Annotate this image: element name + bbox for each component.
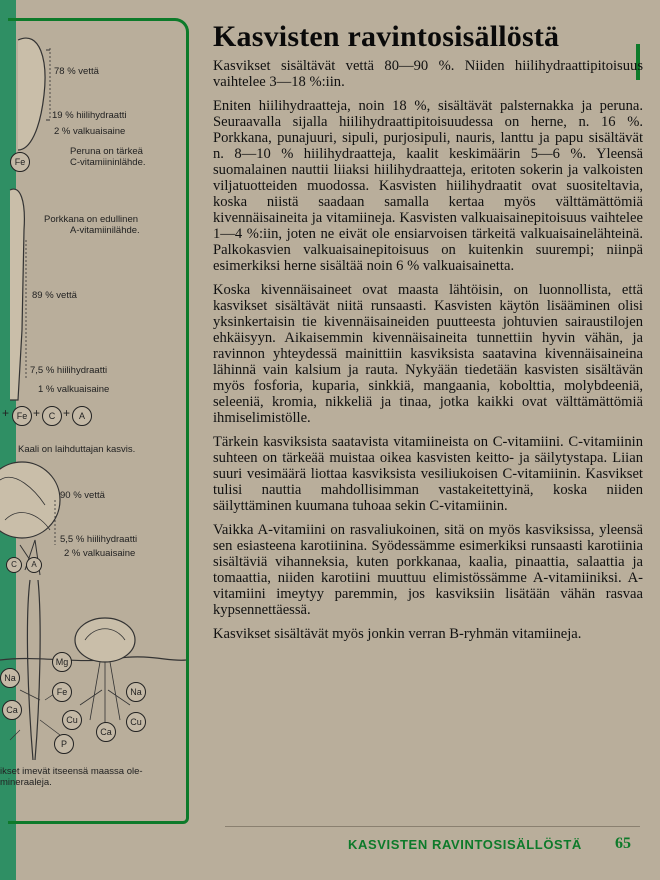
iron-circle: Fe [12, 406, 32, 426]
page-number: 65 [615, 835, 631, 852]
paragraph: Tärkein kasviksista saatavista vitamiineista on C-vitamiini. C-vitamiinin suhteen on tärkeää muistaa oikea kasvisten keitto- ja säilytystapa. Liian suuri vesimäärä liottaa kasviksista vesiliukoisen C-vitamiinin. Kasvikset tulisi nauttia mahdollisimman vastakeitettyinä, koska niiden säilyttäminen kuumana tuhoaa sekin C-vitamiinin. [213, 434, 643, 514]
mineral-circle-ca: Ca [96, 722, 116, 742]
vitamin-c-circle: C [6, 557, 22, 573]
potato-note-line1: Peruna on tärkeä [70, 146, 143, 157]
page-title: Kasvisten ravintosisällöstä [213, 20, 560, 53]
paragraph: Eniten hiilihydraatteja, noin 18 %, sisältävät palsternakka ja peruna. Seuraavalla sijalla hiilihydraattipitoisuudessa on herne, n. 16 %. Porkkana, punajuuri, sipuli, purjosipuli, nauris, lanttu ja papu sisältävät n. 8—10 % hiilihydraatteja, kaalit keskimäärin 5—6 %. Yleensä suomalainen nauttii liiaksi hiilihydraatteja, eritoten sokerin ja valkoisten viljatuotteiden muodossa. Kasvisten hiilihydraatit ovat suositeltavia, koska niistä saadaan samalla kertaa myös välttämättömiä kivennäisaineita ja vitamiineja. Kasvisten valkuaisainepitoisuus vaihtelee 1—4 %:iin, joten ne eivät ole ensiarvoisen tärkeitä valkuaisainelähteinä. Palkokasvien valkuaisainepitoisuus on kuitenkin suurempi; niinpä esimerkiksi herne sisältää noin 6 % valkuaisainetta. [213, 98, 643, 274]
mineral-circle-p: P [54, 734, 74, 754]
potato-water-label: 78 % vettä [54, 66, 99, 77]
cabbage-note: Kaali on laihduttajan kasvis. [18, 444, 136, 455]
carrot-water-label: 89 % vettä [32, 290, 77, 301]
article-body [213, 58, 643, 650]
plus-sign: + [33, 406, 41, 420]
plus-sign: + [2, 406, 10, 420]
mineral-circle-na: Na [0, 668, 20, 688]
mineral-circle-na: Na [126, 682, 146, 702]
carrot-protein-label: 1 % valkuaisaine [38, 384, 110, 395]
potato-note-line2: C-vitamiininlähde. [70, 157, 146, 168]
mineral-circle-ca: Ca [2, 700, 22, 720]
potato-protein-label: 2 % valkuaisaine [54, 126, 126, 137]
vitamin-a-circle: A [72, 406, 92, 426]
paragraph: Kasvikset sisältävät myös jonkin verran B-ryhmän vitamiineja. [213, 626, 582, 642]
mineral-circle-cu: Cu [126, 712, 146, 732]
iron-circle: Fe [10, 152, 30, 172]
cabbage-protein-label: 2 % valkuaisaine [64, 548, 136, 559]
mineral-circle-cu: Cu [62, 710, 82, 730]
mineral-circle-fe: Fe [52, 682, 72, 702]
plus-sign: + [63, 406, 71, 420]
footer-divider [225, 826, 640, 827]
cabbage-carbs-label: 5,5 % hiilihydraatti [60, 534, 138, 545]
illustration-caption-line1: ikset imevät itseensä maassa ole- [0, 766, 143, 777]
page-footer [230, 835, 650, 855]
paragraph: Koska kivennäisaineet ovat maasta lähtöisin, on luonnollista, että kasvikset sisältävät niitä runsaasti. Kasvisten käytön lisääminen olisi yksinkertaisin tie kivennäisaineiden puutteesta johtuvien sairaustilojen ehkäisyyn. Aikaisemmin kivennäisaineita tunnettiin hyvin vähän, ja ravinnon yhteydessä mainittiin kasviksista saatavina kivennäisaineina lähinnä vain kalsium ja rauta. Nykyään tiedetään kasvisten sisältävän myös fosforia, kuparia, sinkkiä, mangaania, kobolttia, molybdeeniä, seleeniä, kromia, nikkeliä ja tinaa, jotka kaikki ovat välttämättömiä ihmiselimistölle. [213, 282, 643, 426]
carrot-note-line2: A-vitamiinilähde. [70, 225, 140, 236]
mineral-circle-mg: Mg [52, 652, 72, 672]
vitamin-a-circle: A [26, 557, 42, 573]
carrot-note-line1: Porkkana on edullinen [44, 214, 139, 225]
potato-carbs-label: 19 % hiilihydraatti [52, 110, 127, 121]
illustration-caption-line2: mineraaleja. [0, 777, 52, 788]
vitamin-c-circle: C [42, 406, 62, 426]
cabbage-water-label: 90 % vettä [60, 490, 105, 501]
running-footer-title: KASVISTEN RAVINTOSISÄLLÖSTÄ [348, 837, 582, 852]
paragraph: Vaikka A-vitamiini on rasvaliukoinen, sitä on myös kasviksissa, yleensä sen esiasteena karotiinina. Syödessämme esimerkiksi runsaasti karotiinia sisältäviä vihanneksia, kuten porkkanaa, kaalia, pinaattia, salaattia ja tomaattia, niiden karotiini muuttuu elimistössämme A-vitamiiniksi. A-vitamiini imeytyy paremmin, jos kasviksiin lisätään vähän rasvaa kypsennettäessä. [213, 522, 643, 618]
paragraph: Kasvikset sisältävät vettä 80—90 %. Niiden hiilihydraattipitoisuus vaihtelee 3—18 %:iin. [213, 58, 643, 90]
carrot-carbs-label: 7,5 % hiilihydraatti [30, 365, 108, 376]
